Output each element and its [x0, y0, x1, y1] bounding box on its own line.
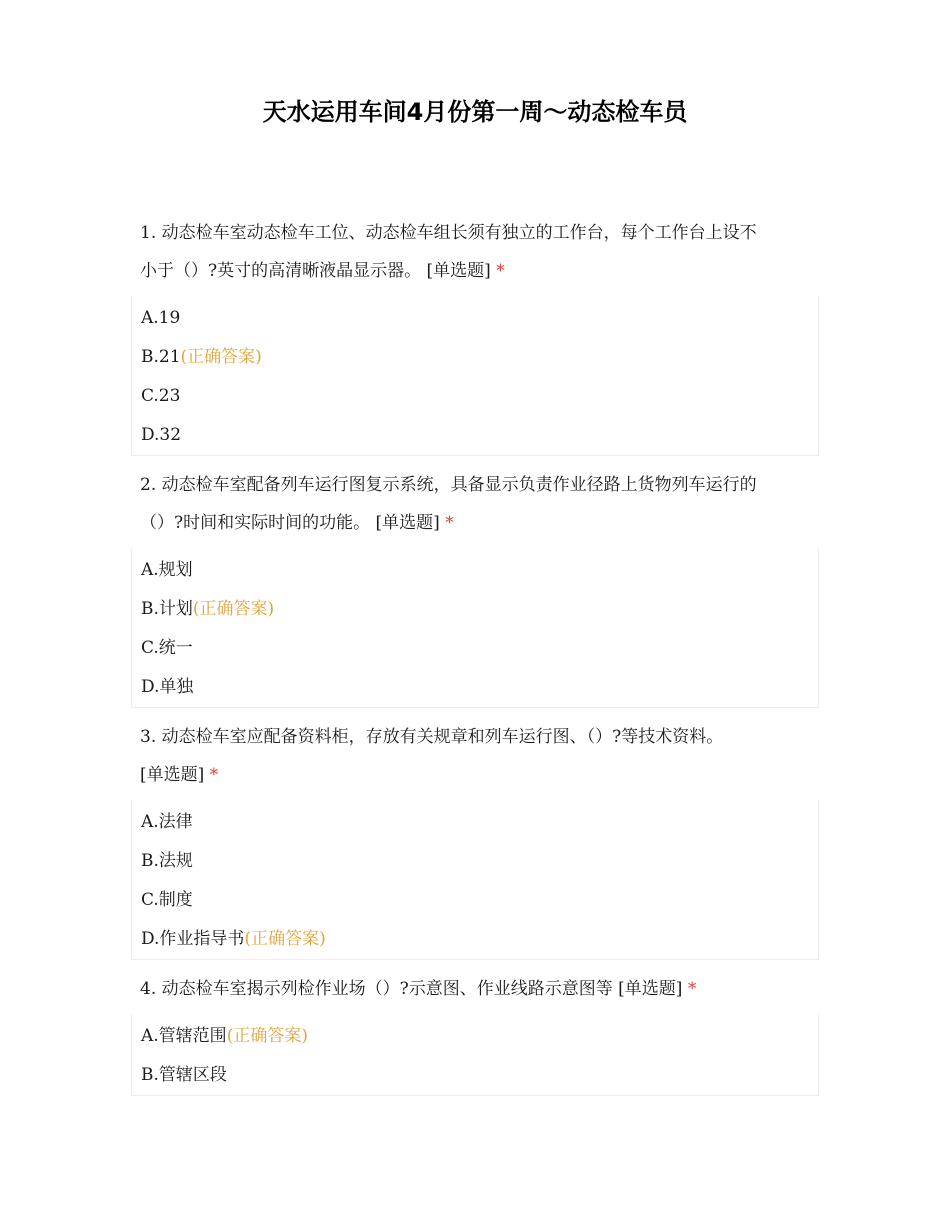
- question-text-line2: （）?时间和实际时间的功能。 [单选题]: [140, 513, 440, 533]
- option-b: B.计划(正确答案): [141, 599, 275, 619]
- option-a: A.管辖范围(正确答案): [141, 1026, 308, 1046]
- option-a: A.规划: [141, 560, 193, 580]
- question-text: [131, 214, 819, 290]
- question-text-line2: 小于（）?英寸的高清晰液晶显示器。 [单选题]: [140, 261, 491, 281]
- question-text-line1: 1. 动态检车室动态检车工位、动态检车组长须有独立的工作台，每个工作台上设不: [140, 223, 757, 243]
- question-text-line2: [单选题]: [140, 765, 205, 785]
- question-text: [131, 970, 819, 1008]
- option-b: B.法规: [141, 851, 193, 871]
- options-list: [131, 800, 819, 960]
- option-c: C.统一: [141, 638, 193, 658]
- question-text-line1: 4. 动态检车室揭示列检作业场（）?示意图、作业线路示意图等 [单选题]: [140, 979, 683, 999]
- option-a: A.法律: [141, 812, 193, 832]
- question-2: [131, 466, 819, 708]
- options-list: [131, 548, 819, 708]
- correct-answer-tag: (正确答案): [226, 1026, 308, 1046]
- correct-answer-tag: (正确答案): [244, 929, 326, 949]
- option-b: B.21(正确答案): [141, 347, 262, 367]
- required-star: *: [209, 765, 219, 785]
- question-text: [131, 466, 819, 542]
- option-c: C.制度: [141, 890, 193, 910]
- required-star: *: [445, 513, 454, 533]
- required-star: *: [687, 979, 697, 999]
- correct-answer-tag: (正确答案): [192, 599, 275, 619]
- question-text: [131, 718, 819, 794]
- option-c: C.23: [141, 386, 181, 406]
- question-3: [131, 718, 819, 960]
- option-d: D.32: [141, 425, 182, 445]
- question-1: [131, 214, 819, 456]
- options-list: [131, 1014, 819, 1096]
- option-a: A.19: [141, 308, 181, 328]
- required-star: *: [496, 261, 505, 281]
- option-b: B.管辖区段: [141, 1065, 227, 1085]
- option-d: D.作业指导书(正确答案): [141, 929, 326, 949]
- question-text-line1: 3. 动态检车室应配备资料柜，存放有关规章和列车运行图、（）?等技术资料。: [140, 727, 724, 747]
- options-list: [131, 296, 819, 456]
- page-title: 天水运用车间4月份第一周～动态检车员: [262, 98, 688, 126]
- question-text-line1: 2. 动态检车室配备列车运行图复示系统，具备显示负责作业径路上货物列车运行的: [140, 475, 757, 495]
- option-d: D.单独: [141, 677, 194, 697]
- correct-answer-tag: (正确答案): [180, 347, 262, 367]
- question-4: [131, 970, 819, 1096]
